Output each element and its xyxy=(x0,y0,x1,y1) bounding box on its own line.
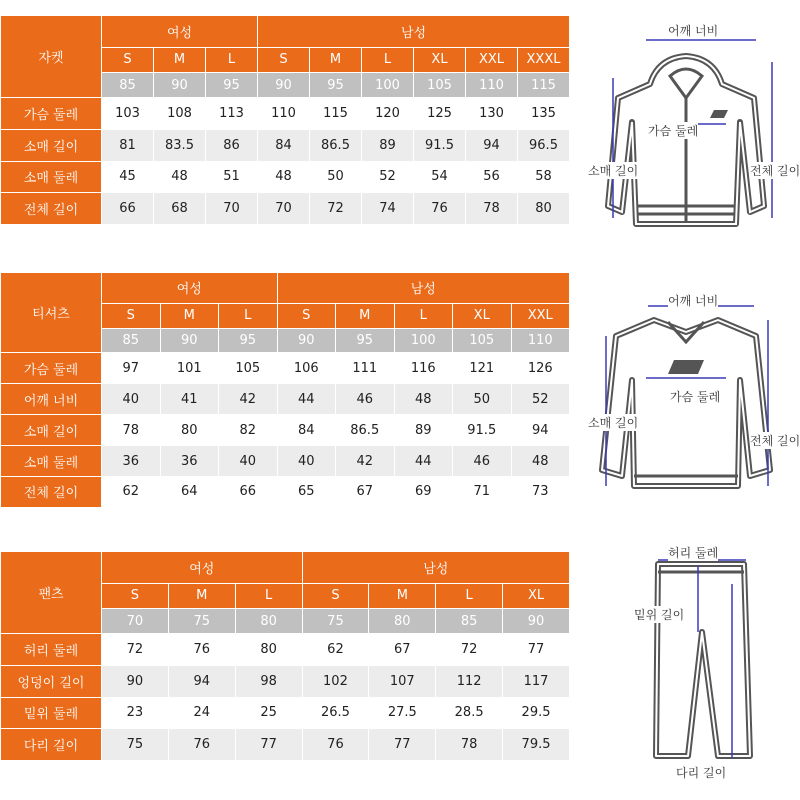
measurement-value: 76 xyxy=(169,634,235,665)
size-number-cell: 85 xyxy=(102,329,160,353)
size-letter-cell: M xyxy=(310,48,361,72)
measurement-value: 102 xyxy=(303,666,369,697)
measurement-value: 50 xyxy=(453,384,511,414)
measurement-value: 48 xyxy=(395,384,453,414)
measurement-row xyxy=(1,193,569,224)
size-number-cell: 80 xyxy=(236,609,302,633)
measurement-value: 52 xyxy=(362,162,413,193)
measurement-value: 91.5 xyxy=(414,130,465,161)
size-letter-cell: S xyxy=(303,584,369,608)
measurement-value: 66 xyxy=(102,193,153,224)
size-number-cell: 115 xyxy=(518,73,569,97)
measurement-value: 108 xyxy=(154,98,205,129)
measurement-label: 엉덩이 길이 xyxy=(1,666,101,697)
measurement-value: 78 xyxy=(436,729,502,760)
shoulder-width-label: 어깨 너비 xyxy=(668,294,719,308)
size-number-cell: 105 xyxy=(453,329,511,353)
measurement-label: 다리 길이 xyxy=(1,729,101,760)
sleeve-length-label: 소매 길이 xyxy=(588,416,639,430)
measurement-row xyxy=(1,130,569,161)
measurement-value: 23 xyxy=(102,698,168,729)
measurement-value: 94 xyxy=(169,666,235,697)
measurement-value: 27.5 xyxy=(369,698,435,729)
size-number-cell: 85 xyxy=(102,73,153,97)
measurement-label: 소매 길이 xyxy=(1,130,101,161)
measurement-value: 105 xyxy=(219,353,277,383)
measurement-label: 가슴 둘레 xyxy=(1,98,101,129)
measurement-value: 91.5 xyxy=(453,415,511,445)
total-length-label: 전체 길이 xyxy=(750,434,800,448)
size-letter-cell: L xyxy=(436,584,502,608)
size-number-cell: 90 xyxy=(278,329,336,353)
category-label: 티셔츠 xyxy=(1,273,101,352)
measurement-value: 126 xyxy=(512,353,570,383)
size-letter-cell: L xyxy=(219,304,277,328)
size-letter-cell: S xyxy=(102,584,168,608)
size-letter-cell: M xyxy=(169,584,235,608)
measurement-value: 107 xyxy=(369,666,435,697)
measurement-label: 전체 길이 xyxy=(1,193,101,224)
measurement-value: 130 xyxy=(466,98,517,129)
measurement-value: 48 xyxy=(258,162,309,193)
measurement-value: 94 xyxy=(512,415,570,445)
measurement-value: 44 xyxy=(395,446,453,476)
pants-size-table xyxy=(0,551,570,761)
size-letter-cell: L xyxy=(362,48,413,72)
measurement-value: 117 xyxy=(503,666,569,697)
chest-label: 가슴 둘레 xyxy=(648,124,699,138)
measurement-row xyxy=(1,477,569,507)
measurement-value: 40 xyxy=(219,446,277,476)
measurement-row xyxy=(1,698,569,729)
size-number-cell: 95 xyxy=(336,329,394,353)
measurement-label: 어깨 너비 xyxy=(1,384,101,414)
measurement-value: 121 xyxy=(453,353,511,383)
size-letter-cell: XXL xyxy=(512,304,570,328)
measurement-value: 48 xyxy=(512,446,570,476)
size-letter-cell: S xyxy=(278,304,336,328)
jacket-diagram xyxy=(586,18,800,238)
group-header: 남성 xyxy=(278,273,570,303)
measurement-value: 83.5 xyxy=(154,130,205,161)
measurement-value: 84 xyxy=(278,415,336,445)
measurement-value: 42 xyxy=(336,446,394,476)
size-letter-cell: S xyxy=(258,48,309,72)
measurement-value: 82 xyxy=(219,415,277,445)
measurement-value: 36 xyxy=(161,446,219,476)
measurement-value: 52 xyxy=(512,384,570,414)
measurement-value: 78 xyxy=(466,193,517,224)
group-header: 여성 xyxy=(102,16,257,47)
shoulder-width-label: 어깨 너비 xyxy=(668,24,719,38)
size-number-cell: 90 xyxy=(161,329,219,353)
pants-diagram xyxy=(600,540,800,780)
measurement-value: 50 xyxy=(310,162,361,193)
measurement-value: 89 xyxy=(362,130,413,161)
measurement-value: 25 xyxy=(236,698,302,729)
group-header: 여성 xyxy=(102,552,302,583)
measurement-value: 78 xyxy=(102,415,160,445)
measurement-value: 26.5 xyxy=(303,698,369,729)
measurement-value: 74 xyxy=(362,193,413,224)
measurement-value: 75 xyxy=(102,729,168,760)
measurement-row xyxy=(1,353,569,383)
measurement-value: 115 xyxy=(310,98,361,129)
measurement-value: 67 xyxy=(369,634,435,665)
waist-label: 허리 둘레 xyxy=(668,546,719,560)
measurement-value: 66 xyxy=(219,477,277,507)
measurement-value: 90 xyxy=(102,666,168,697)
measurement-value: 62 xyxy=(102,477,160,507)
measurement-value: 77 xyxy=(236,729,302,760)
size-number-cell: 95 xyxy=(310,73,361,97)
measurement-label: 가슴 둘레 xyxy=(1,353,101,383)
size-number-cell: 95 xyxy=(206,73,257,97)
measurement-row xyxy=(1,162,569,193)
measurement-value: 40 xyxy=(102,384,160,414)
size-number-cell: 95 xyxy=(219,329,277,353)
measurement-value: 72 xyxy=(436,634,502,665)
category-label: 팬츠 xyxy=(1,552,101,633)
group-header-row xyxy=(1,273,569,303)
group-header: 여성 xyxy=(102,273,277,303)
chest-label: 가슴 둘레 xyxy=(670,390,721,404)
measurement-value: 80 xyxy=(161,415,219,445)
measurement-value: 97 xyxy=(102,353,160,383)
measurement-row xyxy=(1,634,569,665)
total-length-label: 전체 길이 xyxy=(750,164,800,178)
measurement-value: 24 xyxy=(169,698,235,729)
size-number-cell: 75 xyxy=(169,609,235,633)
size-number-cell: 75 xyxy=(303,609,369,633)
size-number-cell: 90 xyxy=(258,73,309,97)
size-letter-cell: S xyxy=(102,304,160,328)
sleeve-length-label: 소매 길이 xyxy=(588,164,639,178)
measurement-value: 106 xyxy=(278,353,336,383)
measurement-value: 89 xyxy=(395,415,453,445)
group-header: 남성 xyxy=(258,16,569,47)
measurement-value: 71 xyxy=(453,477,511,507)
size-letter-cell: M xyxy=(336,304,394,328)
measurement-value: 67 xyxy=(336,477,394,507)
size-letter-cell: XXXL xyxy=(518,48,569,72)
measurement-value: 76 xyxy=(414,193,465,224)
measurement-row xyxy=(1,384,569,414)
measurement-value: 72 xyxy=(310,193,361,224)
measurement-value: 113 xyxy=(206,98,257,129)
size-letter-cell: L xyxy=(206,48,257,72)
measurement-value: 96.5 xyxy=(518,130,569,161)
measurement-row xyxy=(1,415,569,445)
size-letter-cell: M xyxy=(161,304,219,328)
measurement-value: 40 xyxy=(278,446,336,476)
measurement-value: 80 xyxy=(236,634,302,665)
measurement-value: 86 xyxy=(206,130,257,161)
measurement-row xyxy=(1,666,569,697)
measurement-value: 68 xyxy=(154,193,205,224)
measurement-value: 64 xyxy=(161,477,219,507)
measurement-value: 65 xyxy=(278,477,336,507)
measurement-value: 110 xyxy=(258,98,309,129)
size-letter-cell: XL xyxy=(414,48,465,72)
measurement-value: 111 xyxy=(336,353,394,383)
size-number-cell: 90 xyxy=(154,73,205,97)
measurement-value: 36 xyxy=(102,446,160,476)
measurement-value: 101 xyxy=(161,353,219,383)
measurement-row xyxy=(1,729,569,760)
measurement-value: 28.5 xyxy=(436,698,502,729)
measurement-value: 62 xyxy=(303,634,369,665)
pants-icon xyxy=(600,540,800,780)
measurement-value: 46 xyxy=(453,446,511,476)
size-letter-cell: XL xyxy=(503,584,569,608)
measurement-value: 80 xyxy=(518,193,569,224)
group-header-row xyxy=(1,552,569,583)
measurement-label: 소매 둘레 xyxy=(1,446,101,476)
size-letter-cell: XL xyxy=(453,304,511,328)
measurement-value: 94 xyxy=(466,130,517,161)
size-number-cell: 110 xyxy=(466,73,517,97)
measurement-value: 41 xyxy=(161,384,219,414)
measurement-value: 44 xyxy=(278,384,336,414)
measurement-value: 76 xyxy=(169,729,235,760)
measurement-value: 45 xyxy=(102,162,153,193)
jacket-size-table xyxy=(0,15,570,225)
size-number-cell: 110 xyxy=(512,329,570,353)
measurement-value: 86.5 xyxy=(310,130,361,161)
measurement-value: 69 xyxy=(395,477,453,507)
measurement-value: 77 xyxy=(503,634,569,665)
measurement-value: 103 xyxy=(102,98,153,129)
measurement-value: 72 xyxy=(102,634,168,665)
size-letter-cell: L xyxy=(236,584,302,608)
measurement-value: 42 xyxy=(219,384,277,414)
size-number-cell: 100 xyxy=(395,329,453,353)
size-number-cell: 85 xyxy=(436,609,502,633)
measurement-value: 48 xyxy=(154,162,205,193)
measurement-value: 70 xyxy=(258,193,309,224)
measurement-value: 73 xyxy=(512,477,570,507)
size-letter-cell: M xyxy=(369,584,435,608)
measurement-value: 56 xyxy=(466,162,517,193)
measurement-value: 51 xyxy=(206,162,257,193)
measurement-value: 125 xyxy=(414,98,465,129)
size-number-cell: 100 xyxy=(362,73,413,97)
measurement-row xyxy=(1,446,569,476)
measurement-label: 소매 둘레 xyxy=(1,162,101,193)
size-number-cell: 80 xyxy=(369,609,435,633)
measurement-value: 46 xyxy=(336,384,394,414)
measurement-value: 58 xyxy=(518,162,569,193)
measurement-value: 84 xyxy=(258,130,309,161)
measurement-value: 135 xyxy=(518,98,569,129)
size-letter-cell: XXL xyxy=(466,48,517,72)
measurement-label: 허리 둘레 xyxy=(1,634,101,665)
measurement-value: 54 xyxy=(414,162,465,193)
group-header-row xyxy=(1,16,569,47)
group-header: 남성 xyxy=(303,552,569,583)
size-letter-cell: L xyxy=(395,304,453,328)
measurement-value: 112 xyxy=(436,666,502,697)
category-label: 자켓 xyxy=(1,16,101,97)
leg-length-label: 다리 길이 xyxy=(676,766,727,780)
size-letter-cell: S xyxy=(102,48,153,72)
size-number-cell: 90 xyxy=(503,609,569,633)
measurement-label: 소매 길이 xyxy=(1,415,101,445)
measurement-value: 70 xyxy=(206,193,257,224)
measurement-value: 120 xyxy=(362,98,413,129)
measurement-value: 116 xyxy=(395,353,453,383)
rise-label: 밑위 길이 xyxy=(634,608,685,622)
measurement-label: 전체 길이 xyxy=(1,477,101,507)
size-number-cell: 70 xyxy=(102,609,168,633)
measurement-value: 81 xyxy=(102,130,153,161)
tshirt-diagram xyxy=(586,290,800,500)
measurement-value: 76 xyxy=(303,729,369,760)
measurement-value: 77 xyxy=(369,729,435,760)
measurement-row xyxy=(1,98,569,129)
measurement-label: 밑위 둘레 xyxy=(1,698,101,729)
size-letter-cell: M xyxy=(154,48,205,72)
measurement-value: 29.5 xyxy=(503,698,569,729)
measurement-value: 86.5 xyxy=(336,415,394,445)
tshirt-size-table xyxy=(0,272,570,508)
size-number-cell: 105 xyxy=(414,73,465,97)
measurement-value: 79.5 xyxy=(503,729,569,760)
measurement-value: 98 xyxy=(236,666,302,697)
